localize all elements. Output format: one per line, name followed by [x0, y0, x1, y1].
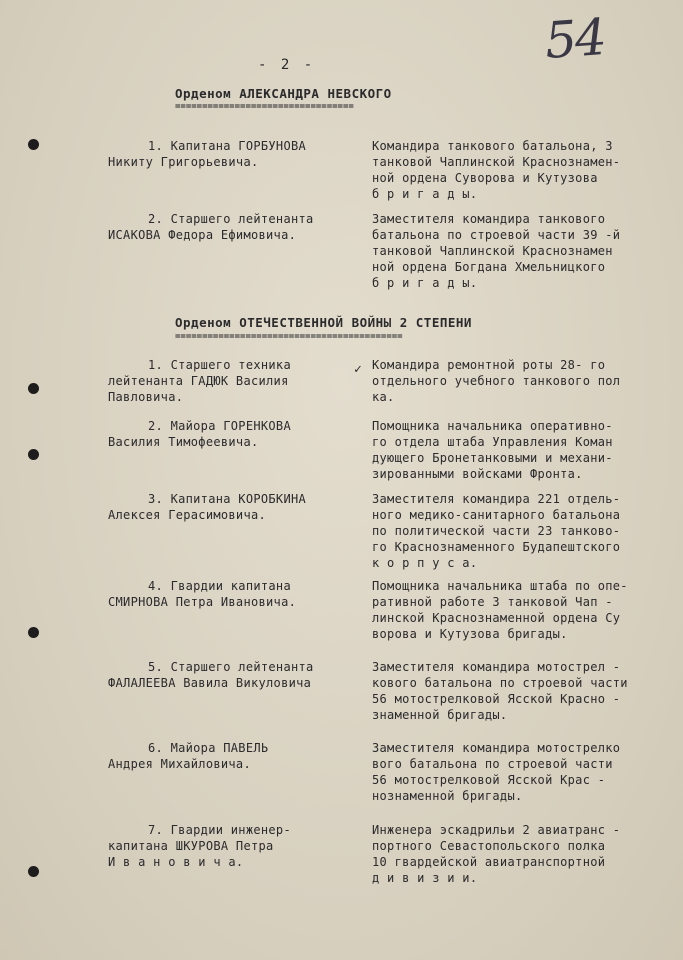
award-name: 7. Гвардии инженер- капитана ШКУРОВА Петра И в а н о в и ч а.	[108, 823, 291, 869]
award-position: Инженера эскадрильи 2 авиатранс - портного Севастопольского полка 10 гвардейской авиатранспортной д и в и з и и.	[372, 823, 621, 885]
award-name: 2. Майора ГОРЕНКОВА Василия Тимофеевича.	[108, 419, 291, 449]
award-position: Помощника начальника оперативно- го отдела штаба Управления Коман дующего Бронетанковыми и механи- зированными войсками Фронта.	[372, 419, 613, 481]
punch-hole	[28, 866, 39, 877]
award-name: 2. Старшего лейтенанта ИСАКОВА Федора Ефимовича.	[108, 212, 314, 242]
section-heading: Орденом АЛЕКСАНДРА НЕВСКОГО	[175, 86, 392, 101]
punch-hole	[28, 449, 39, 460]
handwritten-page-number: 54	[543, 7, 607, 71]
award-position: Заместителя командира мотострел - кового батальона по строевой части 56 мотострелковой Ясской Красно - знаменной бригады.	[372, 660, 628, 722]
page-marker: - 2 -	[258, 57, 316, 73]
award-position: Заместителя командира 221 отдель- ного медико-санитарного батальона по политической части 23 танково- го Краснознаменного Будапештского к о р п у с а.	[372, 492, 621, 570]
award-name: 6. Майора ПАВЕЛЬ Андрея Михайловича.	[108, 741, 269, 771]
punch-hole	[28, 383, 39, 394]
award-position: Заместителя командира танкового батальона по строевой части 39 -й танковой Чаплинской Краснознамен ной ордена Богдана Хмельницкого б р и г а д ы.	[372, 212, 621, 290]
award-name: 3. Капитана КОРОБКИНА Алексея Герасимовича.	[108, 492, 307, 522]
award-name: 4. Гвардии капитана СМИРНОВА Петра Ивановича.	[108, 579, 297, 609]
check-mark-icon: ✓	[354, 362, 362, 377]
award-position: Помощника начальника штаба по опе- ративной работе 3 танковой Чап - линской Краснознаменной ордена Су ворова и Кутузова бригады.	[372, 579, 628, 641]
award-name: 1. Старшего техника лейтенанта ГАДЮК Василия Павловича.	[108, 358, 291, 404]
award-name: 1. Капитана ГОРБУНОВА Никиту Григорьевича.	[108, 139, 307, 169]
award-position: Заместителя командира мотострелко вого батальона по строевой части 56 мотострелковой Ясской Крас - нознаменной бригады.	[372, 741, 621, 803]
punch-hole	[28, 139, 39, 150]
punch-hole	[28, 627, 39, 638]
section-underline: ==========================================	[175, 332, 403, 342]
award-name: 5. Старшего лейтенанта ФАЛАЛЕЕВА Вавила Викуловича	[108, 660, 314, 690]
section-underline: =================================	[175, 102, 354, 112]
award-position: Командира ремонтной роты 28- го отдельного учебного танкового пол ка.	[372, 358, 621, 404]
award-position: Командира танкового батальона, 3 танковой Чаплинской Краснознамен- ной ордена Суворова и Кутузова б р и г а д ы.	[372, 139, 621, 201]
section-heading: Орденом ОТЕЧЕСТВЕННОЙ ВОЙНЫ 2 СТЕПЕНИ	[175, 315, 472, 330]
